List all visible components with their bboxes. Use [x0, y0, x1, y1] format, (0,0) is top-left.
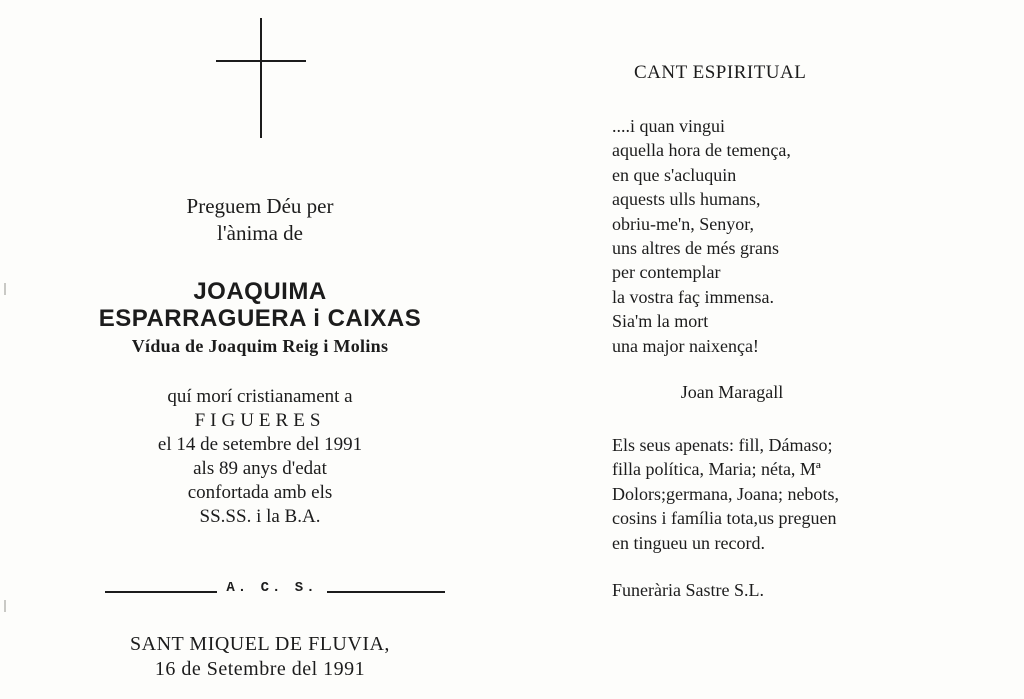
family-line: Dolors;germana, Joana; nebots,: [612, 483, 839, 504]
poem-line: la vostra faç immensa.: [612, 286, 774, 307]
date-line: 16 de Setembre del 1991: [154, 658, 366, 680]
death-line: als 89 anys d'edat: [193, 458, 327, 479]
family-line: Els seus apenats: fill, Dámaso;: [612, 435, 833, 455]
family-message: [612, 433, 912, 555]
funeral-home: Funerària Sastre S.L.: [612, 580, 764, 600]
death-line: el 14 de setembre del 1991: [157, 434, 363, 455]
prayer-line: l'ànima de: [217, 221, 303, 245]
poem-line: uns altres de més grans: [612, 238, 779, 259]
poem-line: en que s'acluquin: [612, 164, 737, 185]
poem-line: Sia'm la mort: [612, 311, 709, 332]
poem-line: per contemplar: [612, 262, 721, 283]
place-and-date: [60, 632, 460, 682]
acs-label: A. C. S.: [226, 580, 318, 596]
place-line: SANT MIQUEL DE FLUVIA,: [130, 633, 390, 655]
cross-icon: [216, 18, 306, 138]
poem-author: Joan Maragall: [680, 382, 784, 402]
scan-mark: [4, 283, 6, 295]
poem-line: aquella hora de temença,: [612, 140, 791, 161]
deceased-first-name: JOAQUIMA: [193, 278, 327, 305]
poem-line: aquests ulls humans,: [612, 189, 761, 210]
family-line: filla política, Maria; néta, Mª: [612, 459, 821, 480]
acs-divider: [100, 580, 450, 602]
poem-line: una major naixença!: [612, 335, 759, 356]
deceased-surnames: ESPARRAGUERA i CAIXAS: [98, 305, 422, 332]
poem-title: CANT ESPIRITUAL: [634, 62, 807, 83]
death-details: [60, 385, 460, 529]
divider-line-left: [105, 591, 217, 593]
divider-line-right: [327, 591, 445, 593]
family-line: en tingueu un record.: [612, 532, 765, 553]
death-line: quí morí cristianament a: [167, 386, 353, 407]
family-line: cosins i família tota,us preguen: [612, 508, 837, 529]
death-line: SS.SS. i la B.A.: [199, 506, 321, 527]
death-line: confortada amb els: [187, 482, 333, 503]
poem-line: obriu-me'n, Senyor,: [612, 213, 754, 234]
poem-body: [612, 114, 942, 358]
prayer-line: Preguem Déu per: [186, 194, 334, 218]
death-city: FIGUERES: [194, 410, 326, 431]
scan-mark: [4, 600, 6, 612]
prayer-text: [60, 193, 460, 247]
widow-of: Vídua de Joaquim Reig i Molins: [131, 336, 389, 356]
cross-horizontal-bar: [216, 60, 306, 62]
poem-line: ....i quan vingui: [612, 116, 725, 136]
cross-vertical-bar: [260, 18, 262, 138]
